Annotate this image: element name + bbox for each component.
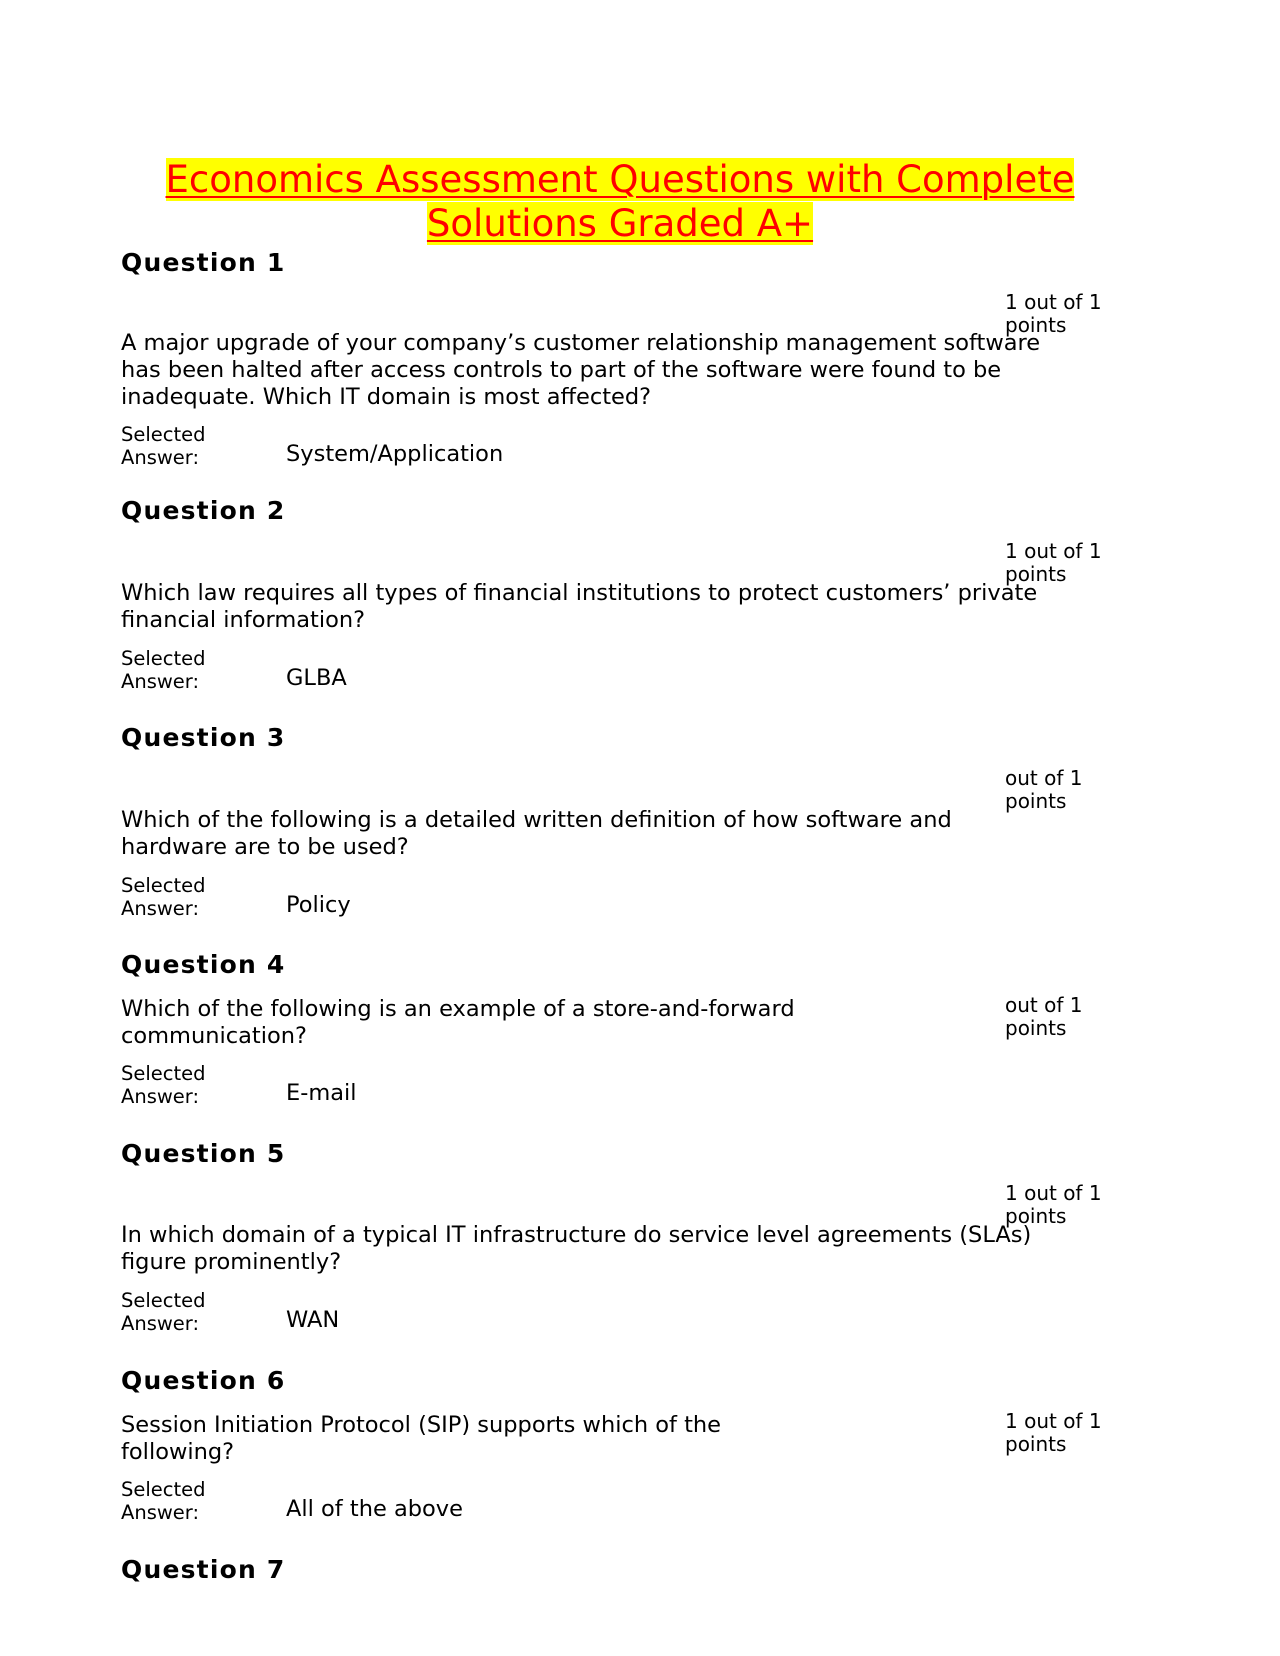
points-unit: points	[1005, 1432, 1067, 1456]
selected-answer-value: Policy	[286, 892, 351, 918]
selected-answer-label	[121, 1062, 206, 1108]
question-heading: Question 7	[121, 1555, 286, 1584]
question-heading: Question 3	[121, 723, 286, 752]
selected-label-line: Selected	[121, 1062, 206, 1085]
question-heading: Question 1	[121, 248, 286, 277]
selected-answer-value: System/Application	[286, 441, 504, 467]
question-text-line: A major upgrade of your company’s customer relationship management software	[121, 330, 1041, 356]
selected-label-line: Answer:	[121, 670, 200, 693]
question-text-line: Which of the following is an example of a store-and-forward	[121, 996, 795, 1022]
question-heading: Question 5	[121, 1139, 286, 1168]
selected-answer-value: GLBA	[286, 665, 347, 691]
points-value: 1 out of 1	[1005, 539, 1102, 563]
selected-label-line: Answer:	[121, 446, 200, 469]
question-text-line: following?	[121, 1439, 235, 1465]
selected-label-line: Answer:	[121, 1085, 200, 1108]
title-line-1: Economics Assessment Questions with Complete	[165, 158, 1075, 201]
title-line-2: Solutions Graded A+	[426, 202, 814, 245]
question-text-line: hardware are to be used?	[121, 834, 409, 860]
question-text	[121, 330, 1040, 411]
points-value: 1 out of 1	[1005, 1409, 1102, 1433]
points-unit: points	[1005, 562, 1067, 586]
question-points	[1005, 767, 1135, 813]
selected-answer-value: E-mail	[286, 1080, 357, 1106]
question-heading: Question 4	[121, 950, 286, 979]
question-points	[1005, 994, 1135, 1040]
question-text	[121, 1412, 721, 1466]
points-value: 1 out of 1	[1005, 1181, 1102, 1205]
points-unit: points	[1005, 1016, 1067, 1040]
points-unit: points	[1005, 1204, 1067, 1228]
points-unit: points	[1005, 313, 1067, 337]
selected-label-line: Selected	[121, 1289, 206, 1312]
question-text	[121, 807, 952, 861]
selected-answer-label	[121, 1478, 206, 1524]
selected-answer-label	[121, 647, 206, 693]
points-value: 1 out of 1	[1005, 290, 1102, 314]
question-text	[121, 996, 795, 1050]
question-text	[121, 580, 1037, 634]
selected-answer-label	[121, 874, 206, 920]
selected-answer-label	[121, 1289, 206, 1335]
question-text-line: Which of the following is a detailed written definition of how software and	[121, 807, 952, 833]
question-points	[1005, 1410, 1135, 1456]
question-text-line: figure prominently?	[121, 1249, 342, 1275]
question-text-line: Session Initiation Protocol (SIP) supports which of the	[121, 1412, 721, 1438]
question-heading: Question 6	[121, 1366, 286, 1395]
document-title	[120, 158, 1120, 246]
selected-label-line: Selected	[121, 874, 206, 897]
question-text-line: In which domain of a typical IT infrastructure do service level agreements (SLAs)	[121, 1222, 1032, 1248]
selected-label-line: Answer:	[121, 1312, 200, 1335]
question-text-line: financial information?	[121, 607, 366, 633]
points-value: out of 1	[1005, 766, 1083, 790]
selected-answer-value: All of the above	[286, 1496, 463, 1522]
question-text-line: has been halted after access controls to part of the software were found to be	[121, 357, 1002, 383]
selected-label-line: Answer:	[121, 1501, 200, 1524]
question-text-line: Which law requires all types of financial institutions to protect customers’ private	[121, 580, 1038, 606]
selected-label-line: Selected	[121, 647, 206, 670]
question-heading: Question 2	[121, 496, 286, 525]
question-text-line: inadequate. Which IT domain is most affected?	[121, 384, 652, 410]
selected-label-line: Selected	[121, 1478, 206, 1501]
selected-label-line: Selected	[121, 423, 206, 446]
points-unit: points	[1005, 789, 1067, 813]
points-value: out of 1	[1005, 993, 1083, 1017]
question-text-line: communication?	[121, 1023, 307, 1049]
selected-label-line: Answer:	[121, 897, 200, 920]
selected-answer-value: WAN	[286, 1307, 340, 1333]
selected-answer-label	[121, 423, 206, 469]
question-text	[121, 1222, 1031, 1276]
